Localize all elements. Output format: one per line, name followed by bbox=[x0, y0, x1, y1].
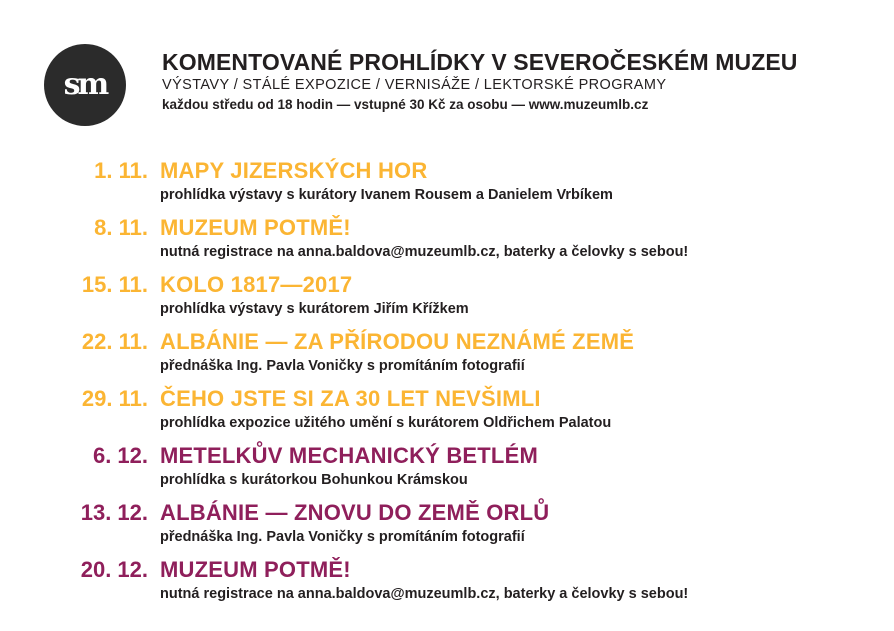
event-title: MAPY JIZERSKÝCH HOR bbox=[160, 158, 428, 183]
event-description: nutná registrace na anna.baldova@muzeumlb.cz, baterky a čelovky s sebou! bbox=[160, 586, 689, 602]
event-title: MUZEUM POTMĚ! bbox=[160, 215, 351, 240]
event-item bbox=[0, 156, 894, 213]
event-description: prohlídka výstavy s kurátorem Jiřím Křížkem bbox=[160, 301, 469, 317]
event-description: přednáška Ing. Pavla Voničky s promítáním fotografií bbox=[160, 358, 525, 374]
event-item bbox=[0, 270, 894, 327]
event-date: 20. 12. bbox=[80, 557, 148, 582]
header bbox=[162, 49, 882, 114]
event-date: 8. 11. bbox=[94, 215, 148, 240]
event-date: 15. 11. bbox=[81, 272, 148, 297]
event-description: prohlídka s kurátorkou Bohunkou Krámskou bbox=[160, 472, 468, 488]
event-item bbox=[0, 441, 894, 498]
event-list bbox=[0, 156, 894, 612]
event-item bbox=[0, 213, 894, 270]
page-title: KOMENTOVANÉ PROHLÍDKY V SEVEROČESKÉM MUZEU bbox=[162, 49, 798, 75]
event-item bbox=[0, 327, 894, 384]
event-title: METELKŮV MECHANICKÝ BETLÉM bbox=[160, 443, 538, 468]
event-title: ČEHO JSTE SI ZA 30 LET NEVŠIMLI bbox=[160, 386, 541, 411]
event-description: nutná registrace na anna.baldova@muzeumlb.cz, baterky a čelovky s sebou! bbox=[160, 244, 689, 260]
page-subtitle: VÝSTAVY / STÁLÉ EXPOZICE / VERNISÁŽE / LEKTORSKÉ PROGRAMY bbox=[162, 77, 667, 93]
event-date: 29. 11. bbox=[81, 386, 148, 411]
event-description: prohlídka výstavy s kurátory Ivanem Rousem a Danielem Vrbíkem bbox=[160, 187, 613, 203]
event-date: 22. 11. bbox=[81, 329, 148, 354]
event-item bbox=[0, 498, 894, 555]
event-item bbox=[0, 555, 894, 612]
museum-logo bbox=[44, 44, 126, 126]
schedule-info: každou středu od 18 hodin — vstupné 30 Kč za osobu — www.muzeumlb.cz bbox=[162, 97, 649, 112]
event-description: prohlídka expozice užitého umění s kurátorem Oldřichem Palatou bbox=[160, 415, 612, 431]
event-title: ALBÁNIE — ZA PŘÍRODOU NEZNÁMÉ ZEMĚ bbox=[160, 329, 635, 354]
event-description: přednáška Ing. Pavla Voničky s promítáním fotografií bbox=[160, 529, 525, 545]
event-title: KOLO 1817—2017 bbox=[160, 272, 353, 297]
event-title: ALBÁNIE — ZNOVU DO ZEMĚ ORLŮ bbox=[160, 500, 550, 525]
event-date: 6. 12. bbox=[92, 443, 148, 468]
event-item bbox=[0, 384, 894, 441]
logo-text: sm bbox=[63, 67, 107, 102]
event-date: 13. 12. bbox=[80, 500, 148, 525]
event-date: 1. 11. bbox=[94, 158, 148, 183]
event-title: MUZEUM POTMĚ! bbox=[160, 557, 351, 582]
